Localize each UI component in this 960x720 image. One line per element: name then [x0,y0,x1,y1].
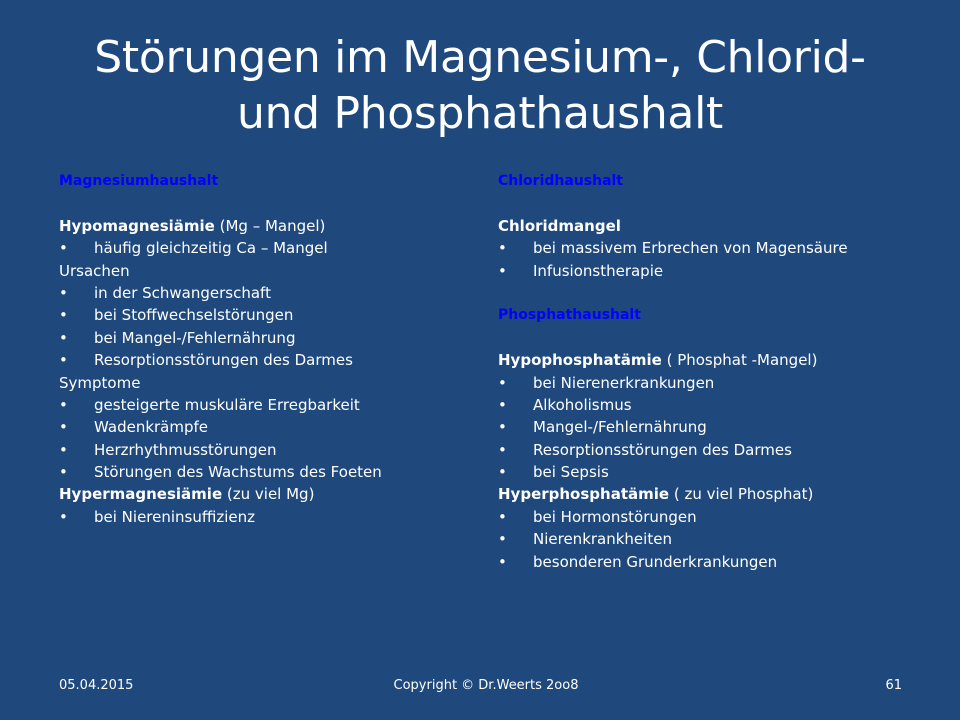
spacer [59,192,479,214]
list-item [59,416,479,438]
list-item [59,304,479,326]
list-item [498,439,918,461]
list-item [498,260,918,282]
footer-page-number: 61 [885,678,902,693]
chloride-deficit-term: Chloridmangel [498,216,621,235]
footer-copyright: Copyright © Dr.Weerts 2oo8 [393,678,579,693]
list-item-text: bei Hormonstörungen [533,507,697,526]
bullet-icon: • [59,239,68,258]
list-item [498,528,918,550]
list-item [59,327,479,349]
slide-title [40,30,920,142]
magnesium-section-heading: Magnesiumhaushalt [59,173,219,189]
bullet-icon: • [59,463,68,482]
list-item [498,461,918,483]
phosphate-section-heading: Phosphathaushalt [498,307,641,324]
list-item-text: häufig gleichzeitig Ca – Mangel [94,239,328,258]
slide-title-line-2: und Phosphathaushalt [237,88,723,139]
list-item-text: bei Mangel-/Fehlernährung [94,328,296,347]
bullet-icon: • [498,530,507,549]
list-item-text: Resorptionsstörungen des Darmes [533,440,792,459]
bullet-icon: • [498,373,507,392]
bullet-icon: • [59,440,68,459]
list-item-text: gesteigerte muskuläre Erregbarkeit [94,395,360,414]
bullet-icon: • [59,306,68,325]
bullet-icon: • [498,507,507,526]
list-item [498,416,918,438]
bullet-icon: • [59,328,68,347]
hypophosphatemia-heading [498,349,918,371]
list-item-text: Infusionstherapie [533,261,664,280]
bullet-icon: • [498,239,507,258]
spacer [498,327,918,349]
bullet-icon: • [59,507,68,526]
list-item [498,394,918,416]
hyperphosphatemia-heading [498,483,918,505]
list-item-text: besonderen Grunderkrankungen [533,552,778,571]
list-item [59,439,479,461]
bullet-icon: • [498,463,507,482]
list-item-text: bei Niereninsuffizienz [94,507,256,526]
hypophosphatemia-term: Hypophosphatämie [498,351,662,370]
magnesium-column [59,170,479,528]
causes-label: Ursachen [59,261,130,280]
list-item [59,506,479,528]
hypermagnesemia-heading [59,483,479,505]
list-item-text: bei Sepsis [533,463,609,482]
list-item-text: Störungen des Wachstums des Foeten [94,463,382,482]
hypomagnesemia-term: Hypomagnesiämie [59,216,215,235]
hypermagnesemia-term: Hypermagnesiämie [59,485,223,504]
list-item [498,237,918,259]
bullet-icon: • [59,418,68,437]
list-item-text: bei Nierenerkrankungen [533,373,715,392]
bullet-icon: • [59,283,68,302]
hyperphosphatemia-term: Hyperphosphatämie [498,485,670,504]
list-item-text: Alkoholismus [533,395,632,414]
list-item [59,349,479,371]
list-item-text: Herzrhythmusstörungen [94,440,277,459]
hypermagnesemia-suffix: (zu viel Mg) [222,485,315,504]
list-item [498,372,918,394]
list-item-text: bei Stoffwechselstörungen [94,306,294,325]
list-item-text: Nierenkrankheiten [533,530,672,549]
bullet-icon: • [498,440,507,459]
hypomagnesemia-suffix: (Mg – Mangel) [214,216,326,235]
list-item [59,394,479,416]
hyperphosphatemia-suffix: ( zu viel Phosphat) [669,485,814,504]
symptoms-label: Symptome [59,373,141,392]
bullet-icon: • [498,395,507,414]
spacer [498,282,918,304]
bullet-icon: • [498,418,507,437]
list-item-text: Mangel-/Fehlernährung [533,418,707,437]
bullet-icon: • [498,261,507,280]
chloride-phosphate-column [498,170,918,573]
spacer [498,192,918,214]
list-item [59,237,479,259]
list-item-text: bei massivem Erbrechen von Magensäure [533,239,848,258]
bullet-icon: • [59,351,68,370]
bullet-icon: • [498,552,507,571]
list-item [498,551,918,573]
chloride-deficit-heading [498,215,918,237]
list-item-text: Wadenkrämpfe [94,418,209,437]
hypophosphatemia-suffix: ( Phosphat -Mangel) [661,351,818,370]
slide-title-line-1: Störungen im Magnesium-, Chlorid- [94,32,866,83]
footer-date: 05.04.2015 [59,678,134,693]
list-item [59,461,479,483]
list-item [59,282,479,304]
bullet-icon: • [59,395,68,414]
list-item [498,506,918,528]
list-item-text: Resorptionsstörungen des Darmes [94,351,353,370]
chloride-section-heading: Chloridhaushalt [498,173,624,189]
list-item-text: in der Schwangerschaft [94,283,271,302]
hypomagnesemia-heading [59,215,479,237]
